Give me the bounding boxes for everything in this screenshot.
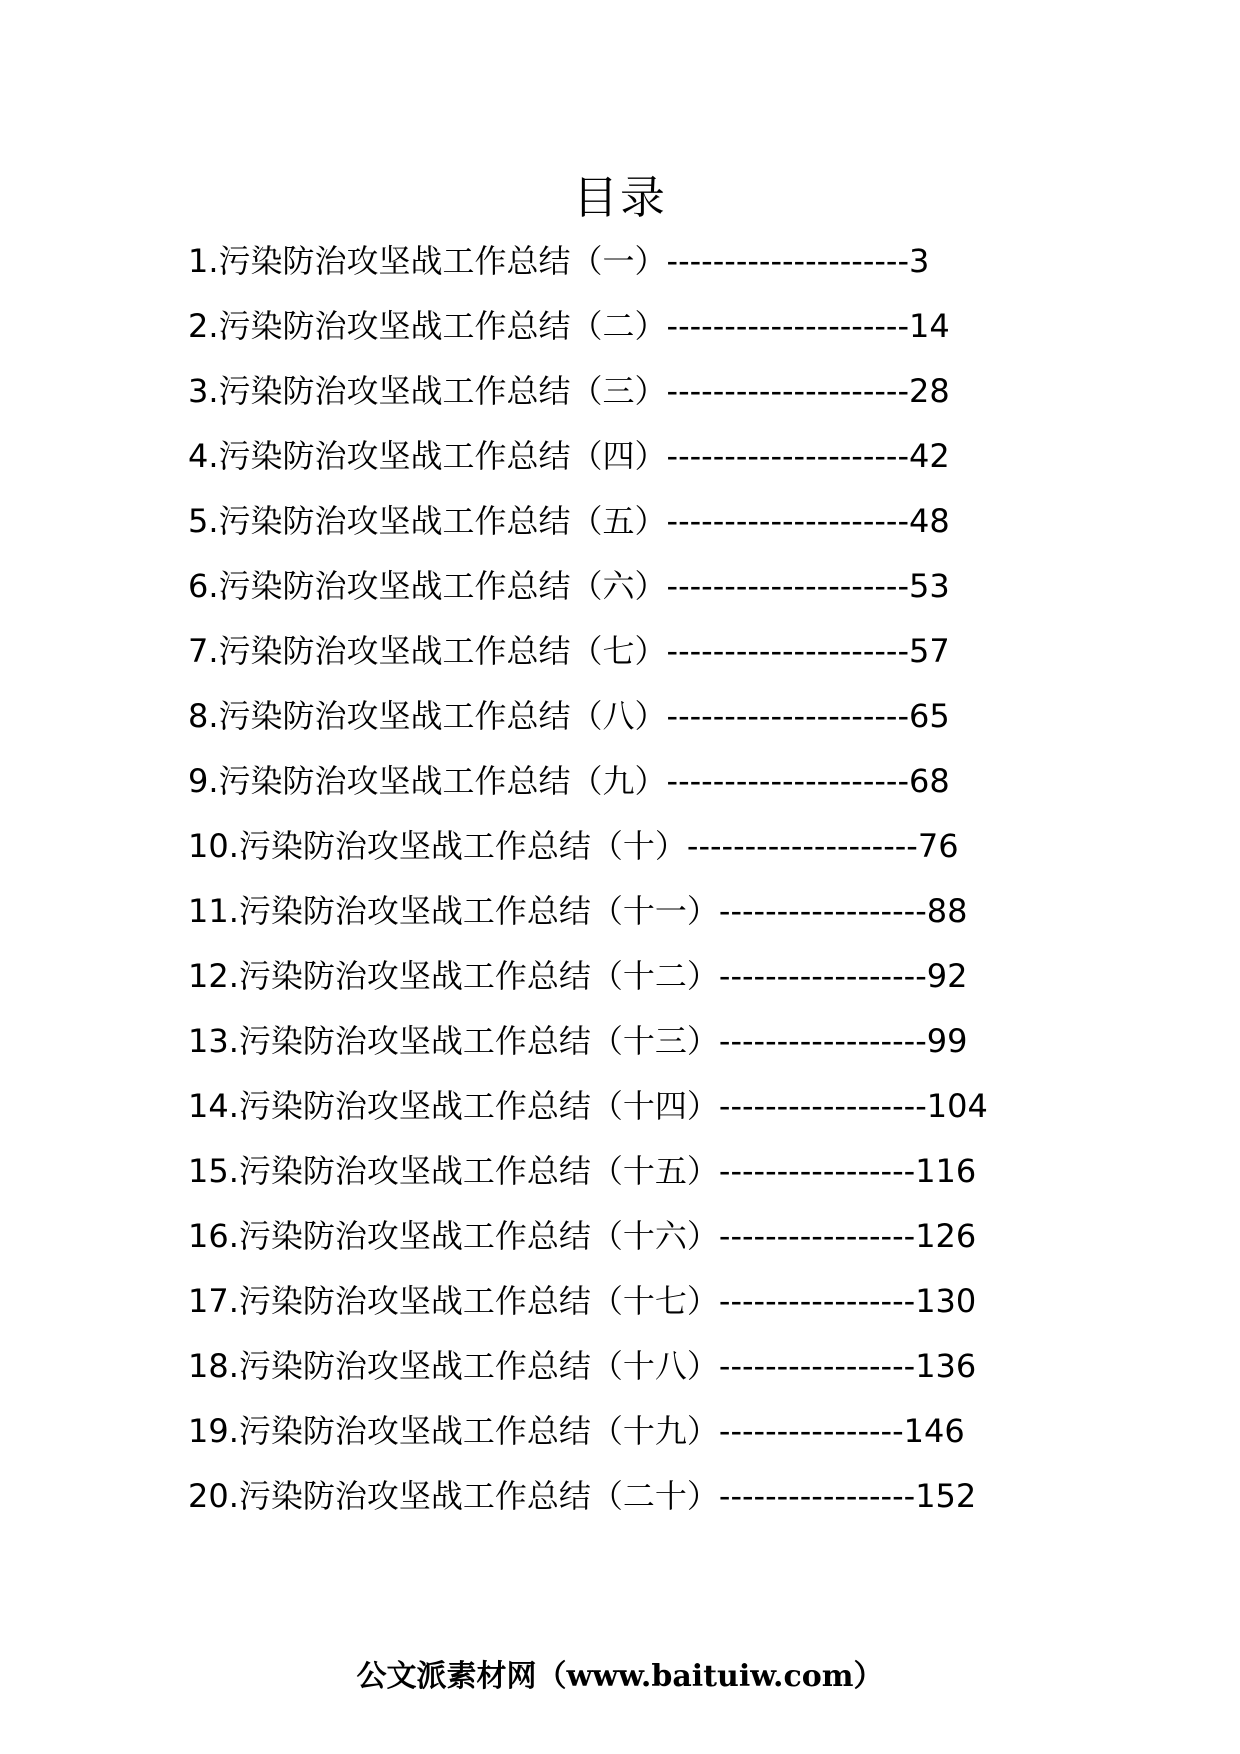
- toc-entry: 9.污染防治攻坚战工作总结（九）---------------------68: [188, 762, 950, 800]
- toc-entry: 19.污染防治攻坚战工作总结（十九）----------------146: [188, 1412, 965, 1450]
- toc-entry: 5.污染防治攻坚战工作总结（五）---------------------48: [188, 502, 950, 540]
- toc-entry: 18.污染防治攻坚战工作总结（十八）-----------------136: [188, 1347, 977, 1385]
- toc-entry: 16.污染防治攻坚战工作总结（十六）-----------------126: [188, 1217, 977, 1255]
- toc-entry: 10.污染防治攻坚战工作总结（十）--------------------76: [188, 827, 959, 865]
- toc-entry: 14.污染防治攻坚战工作总结（十四）------------------104: [188, 1087, 988, 1125]
- page-title: 目录: [572, 171, 667, 224]
- toc-entry: 1.污染防治攻坚战工作总结（一）---------------------3: [188, 242, 930, 280]
- page-footer: 公文派素材网（www.baituiw.com）: [356, 1659, 884, 1694]
- toc-entry: 4.污染防治攻坚战工作总结（四）---------------------42: [188, 437, 950, 475]
- toc-entry: 13.污染防治攻坚战工作总结（十三）------------------99: [188, 1022, 968, 1060]
- toc-entry: 12.污染防治攻坚战工作总结（十二）------------------92: [188, 957, 968, 995]
- toc-entry: 8.污染防治攻坚战工作总结（八）---------------------65: [188, 697, 950, 735]
- toc-entry: 7.污染防治攻坚战工作总结（七）---------------------57: [188, 632, 950, 670]
- toc-entry: 2.污染防治攻坚战工作总结（二）---------------------14: [188, 307, 950, 345]
- toc-entry: 20.污染防治攻坚战工作总结（二十）-----------------152: [188, 1477, 977, 1515]
- table-of-contents: [188, 236, 988, 1536]
- toc-entry: 15.污染防治攻坚战工作总结（十五）-----------------116: [188, 1152, 977, 1190]
- toc-entry: 6.污染防治攻坚战工作总结（六）---------------------53: [188, 567, 950, 605]
- toc-entry: 17.污染防治攻坚战工作总结（十七）-----------------130: [188, 1282, 977, 1320]
- toc-entry: 11.污染防治攻坚战工作总结（十一）------------------88: [188, 892, 968, 930]
- toc-entry: 3.污染防治攻坚战工作总结（三）---------------------28: [188, 372, 950, 410]
